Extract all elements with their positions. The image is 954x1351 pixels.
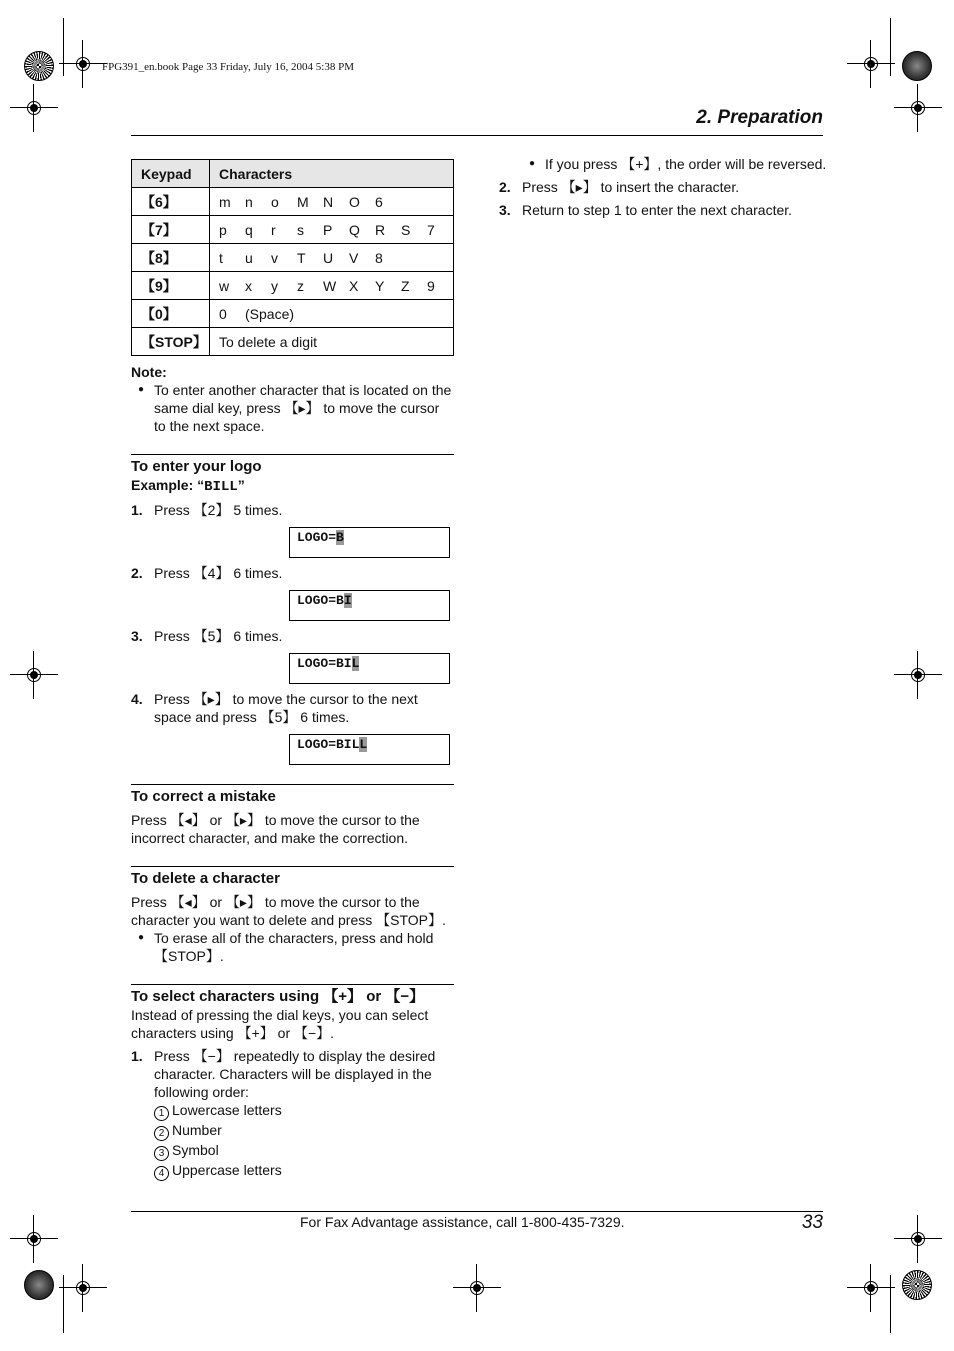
example-label: Example: “ [131,477,205,493]
example-line [131,476,454,496]
char: z [297,277,304,294]
lcd-cursor: L [359,737,368,752]
example-end: ” [237,477,245,493]
correct-text: Press 【◂】 or 【▸】 to move the cursor to the incorrect character, and make the correction. [131,812,420,846]
crosshair-icon [900,1221,936,1257]
table-row [132,244,454,272]
step-text: Press 【2】 5 times. [154,502,283,518]
lcd-display [289,734,450,765]
crosshair-icon [16,1221,52,1257]
logo-step [131,627,454,645]
step-text: Press 【▸】 to insert the character. [522,179,740,195]
reverse-bullet-text: If you press 【+】, the order will be reversed. [545,156,827,172]
step-text: Press 【4】 6 times. [154,565,283,581]
order-label: Lowercase letters [172,1102,282,1118]
registration-star-icon [24,1270,54,1300]
select-step [131,1047,454,1181]
delete-section [131,866,454,965]
step-number: 2. [131,565,143,581]
circled-number: 2 [154,1126,169,1141]
char: U [323,249,334,266]
char: Z [401,277,410,294]
page-number: 33 [801,1212,823,1233]
char: 9 [427,277,435,294]
correct-section-title: To correct a mistake [131,788,276,805]
lcd-cursor: L [351,656,360,671]
step-text: Press 【−】 repeatedly to display the desired character. Characters will be displayed in the following order: [154,1048,436,1100]
key-cell: 【0】 [132,300,210,328]
logo-step [131,501,454,519]
select-step [499,201,829,219]
circled-number: 4 [154,1166,169,1181]
crosshair-icon [900,657,936,693]
crosshair-icon [459,1270,495,1306]
logo-step [131,564,454,582]
key-cell: 【8】 [132,244,210,272]
circled-number: 3 [154,1146,169,1161]
circled-number: 1 [154,1106,169,1121]
crosshair-icon [16,657,52,693]
crosshair-icon [65,46,101,82]
char: Q [349,221,360,238]
order-label: Symbol [172,1142,219,1158]
char: M [297,193,309,210]
char: s [297,221,304,238]
bullet-icon: ● [138,384,145,395]
delete-bullet [131,929,454,965]
book-note: FPG391_en.book Page 33 Friday, July 16, 2004 5:38 PM [102,61,354,73]
crosshair-icon [65,1270,101,1306]
crop-line [890,18,891,76]
order-item [154,1161,454,1181]
column-header-characters: Characters [210,160,454,188]
key-cell: 【9】 [132,272,210,300]
char: m [219,193,231,210]
key-cell: 【STOP】 [132,328,210,356]
footer-assist-text: For Fax Advantage assistance, call 1-800-435-7329. [300,1214,625,1230]
left-column [131,159,454,1181]
lcd-text: LOGO=BI [297,656,352,671]
key-cell: 【6】 [132,188,210,216]
lcd-text: LOGO= [297,530,337,545]
step-number: 4. [131,691,143,707]
right-column [499,155,829,219]
char: S [401,221,411,238]
crosshair-icon [900,90,936,126]
char: y [271,277,278,294]
delete-text: Press 【◂】 or 【▸】 to move the cursor to the character you want to delete and press 【STOP】. [131,894,446,928]
note-label: Note: [131,364,167,380]
char: W [323,277,337,294]
crosshair-icon [853,1270,889,1306]
lcd-display [289,527,450,558]
delete-section-title: To delete a character [131,870,280,887]
table-row [132,300,454,328]
order-item [154,1121,454,1141]
lcd-display [289,653,450,684]
table-header-row [132,160,454,188]
select-intro: Instead of pressing the dial keys, you can select characters using 【+】 or 【−】. [131,1007,429,1041]
order-label: Number [172,1122,222,1138]
keypad-table [131,159,454,356]
char: X [349,277,359,294]
chars-cell [210,188,454,216]
step-number: 1. [131,1048,143,1064]
step-number: 3. [131,628,143,644]
char: q [245,221,253,238]
crop-line [890,1275,891,1333]
crosshair-icon [16,90,52,126]
char: 0 [219,305,227,322]
select-section [131,984,454,1181]
char: w [219,277,230,294]
table-row [132,216,454,244]
footer-rule [131,1211,823,1212]
registration-star-icon [902,1270,932,1300]
reverse-bullet [522,155,829,173]
char: N [323,193,334,210]
lcd-text: LOGO=BIL [297,737,360,752]
step-text: Return to step 1 to enter the next character. [522,202,793,218]
bullet-icon: ● [138,932,145,943]
table-row [132,188,454,216]
order-item [154,1141,454,1161]
char: t [219,249,223,266]
chars-cell [210,300,454,328]
step-number: 3. [499,202,511,218]
select-section-title: To select characters using 【+】 or 【−】 [131,988,425,1005]
char: Y [375,277,385,294]
note-bullet [131,381,454,435]
char: V [349,249,359,266]
lcd-cursor: I [343,593,352,608]
step-number: 1. [131,502,143,518]
key-cell: 【7】 [132,216,210,244]
char: r [271,221,276,238]
registration-star-icon [24,51,54,81]
step-text: Press 【5】 6 times. [154,628,283,644]
step-text: Press 【▸】 to move the cursor to the next space and press 【5】 6 times. [154,691,418,725]
section-title: 2. Preparation [696,107,823,128]
order-item [154,1101,454,1121]
char: u [245,249,253,266]
char: v [271,249,278,266]
char: (Space) [245,305,295,322]
lcd-cursor: B [336,530,344,545]
char: T [297,249,306,266]
crop-line [63,18,64,76]
char: O [349,193,360,210]
char: 7 [427,221,435,238]
char: 8 [375,249,383,266]
chars-cell [210,216,454,244]
table-row [132,272,454,300]
order-label: Uppercase letters [172,1162,282,1178]
crosshair-icon [853,46,889,82]
note-text: To enter another character that is located on the same dial key, press 【▸】 to move the cursor to the next space. [154,382,452,434]
table-row [132,328,454,356]
bullet-icon: ● [529,158,536,169]
char: P [323,221,333,238]
registration-star-icon [902,51,932,81]
select-step [499,178,829,196]
example-value: BILL [204,479,238,495]
char: o [271,193,279,210]
header-rule [131,135,823,136]
column-header-keypad: Keypad [132,160,210,188]
char: 6 [375,193,383,210]
char: x [245,277,252,294]
lcd-text: LOGO=B [297,593,344,608]
char: R [375,221,386,238]
delete-bullet-text: To erase all of the characters, press and hold 【STOP】. [154,930,434,964]
logo-step [131,690,454,726]
logo-section-title: To enter your logo [131,458,262,475]
crop-line [63,1275,64,1333]
correct-section [131,784,454,847]
lcd-display [289,590,450,621]
chars-cell [210,244,454,272]
chars-cell: To delete a digit [210,328,454,356]
char: p [219,221,227,238]
chars-cell [210,272,454,300]
char: n [245,193,253,210]
step-number: 2. [499,179,511,195]
logo-section [131,454,454,765]
